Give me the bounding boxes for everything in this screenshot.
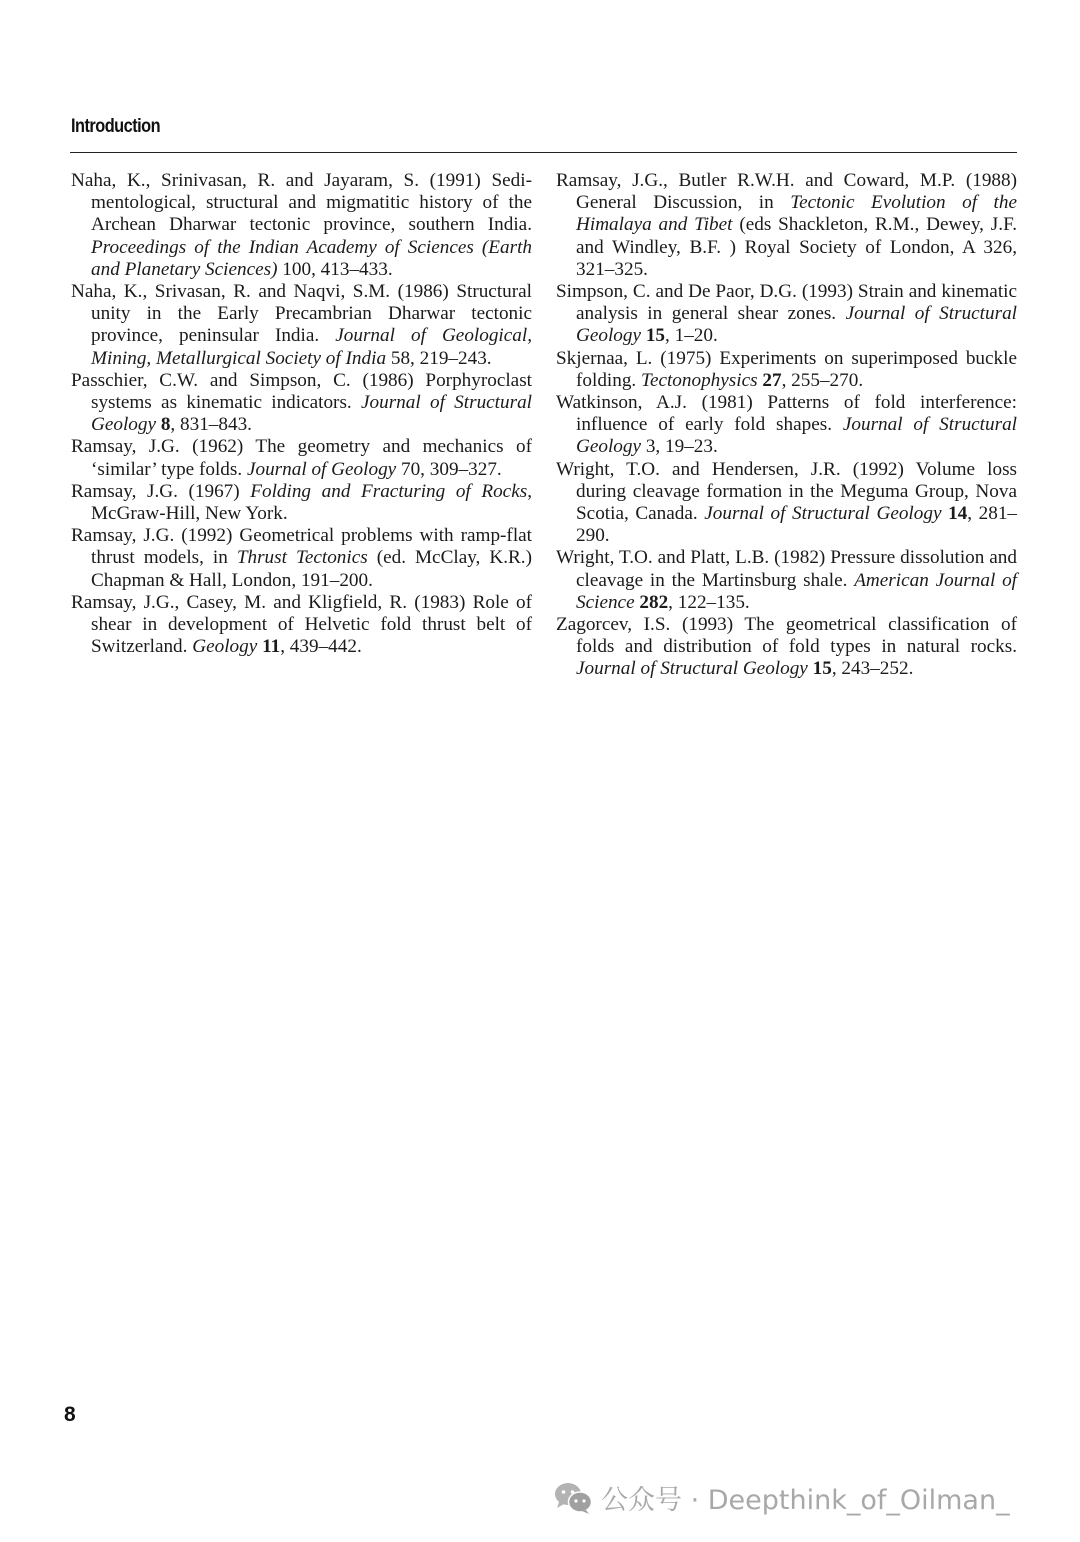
reference-entry xyxy=(71,525,532,592)
header-rule xyxy=(70,152,1017,153)
page-number: 8 xyxy=(64,1403,76,1426)
reference-title: Journal of Structural Geology xyxy=(704,503,942,525)
reference-title: Thrust Tectonics xyxy=(236,547,368,569)
reference-title: Tectonophysics xyxy=(641,369,758,391)
reference-entry xyxy=(71,370,532,437)
reference-text: Wright, T.O. and Hendersen, J.R. (1992) Volume loss during cleavage formation in the Meguma Group, Nova Scotia, Canada. xyxy=(556,458,1017,525)
reference-text: Ramsay, J.G. (1992) Geometrical problems with ramp-flat thrust models, in xyxy=(71,525,532,569)
reference-title: Journal of Geological, Mining, Metallurgical Society of India xyxy=(91,325,533,369)
reference-text: , 831–843. xyxy=(170,414,252,436)
reference-title: Journal of Structural Geology xyxy=(576,658,808,680)
reference-entry xyxy=(556,547,1017,614)
reference-text: Ramsay, J.G., Casey, M. and Kligfield, R. (1983) Role of shear in development of Helvetic fold thrust belt of Switzerland. xyxy=(71,591,532,658)
reference-entry xyxy=(71,436,532,480)
reference-entry xyxy=(556,348,1017,392)
reference-text: 70, 309–327. xyxy=(396,458,502,480)
reference-entry xyxy=(71,592,532,659)
reference-title: American Journal of Science xyxy=(576,569,1017,613)
reference-text: Ramsay, J.G., Butler R.W.H. and Coward, M.P. (1988) General Discussion, in xyxy=(556,170,1017,214)
reference-text: (ed. McClay, K.R.) Chapman & Hall, London, 191–200. xyxy=(91,547,532,591)
reference-text: 100, 413–433. xyxy=(277,258,393,280)
reference-text: , 1–20. xyxy=(665,325,718,347)
reference-volume: 11 xyxy=(262,636,281,658)
reference-title: Proceedings of the Indian Academy of Sciences (Earth and Planetary Sciences) xyxy=(91,236,532,280)
reference-title: Journal of Structural Geology xyxy=(576,414,1018,458)
reference-text: , 243–252. xyxy=(831,658,914,680)
reference-volume: 15 xyxy=(812,658,832,680)
reference-text: Zagorcev, I.S. (1993) The geometrical classification of folds and distribution of fold types in natural rocks. xyxy=(556,614,1017,658)
reference-text: , McGraw-Hill, New York. xyxy=(91,480,532,525)
reference-title: Geology xyxy=(192,636,258,658)
reference-text: Ramsay, J.G. (1967) xyxy=(71,480,251,502)
reference-volume: 15 xyxy=(645,325,665,347)
reference-text: , 439–442. xyxy=(280,636,362,658)
reference-text: , 281–290. xyxy=(576,503,1018,547)
references-column-left xyxy=(71,170,532,658)
reference-text: Naha, K., Srivasan, R. and Naqvi, S.M. (1986) Structural unity in the Early Precambrian Dharwar tectonic province, peninsular India. xyxy=(71,281,532,347)
reference-volume: 282 xyxy=(639,591,669,613)
reference-entry xyxy=(556,459,1017,548)
wechat-icon xyxy=(553,1481,593,1515)
reference-title: Journal of Structural Geology xyxy=(91,392,532,436)
reference-entry xyxy=(71,481,532,525)
reference-volume: 14 xyxy=(948,503,968,525)
reference-entry xyxy=(71,281,532,370)
reference-entry xyxy=(556,281,1017,348)
reference-text: 58, 219–243. xyxy=(386,347,492,369)
reference-text: Ramsay, J.G. (1962) The geometry and mechanics of ‘similar’ type folds. xyxy=(71,436,532,480)
reference-title: Journal of Structural Geology xyxy=(576,303,1017,347)
reference-text: Wright, T.O. and Platt, L.B. (1982) Pressure dissolution and cleavage in the Martinsburg shale. xyxy=(556,547,1017,591)
reference-text: Simpson, C. and De Paor, D.G. (1993) Strain and kinematic analysis in general shear zones. xyxy=(556,281,1017,325)
watermark xyxy=(553,1478,1010,1517)
reference-text: , 255–270. xyxy=(781,369,864,391)
reference-volume: 27 xyxy=(762,369,782,391)
reference-text: Watkinson, A.J. (1981) Patterns of fold interference: influence of early fold shapes. xyxy=(556,392,1017,436)
reference-entry xyxy=(556,614,1017,681)
reference-entry xyxy=(556,392,1017,459)
reference-entry xyxy=(71,170,532,281)
reference-text: , 122–135. xyxy=(668,591,750,613)
reference-text: Naha, K., Srinivasan, R. and Jayaram, S. (1991) Sedimentological, structural and migmatitic history of the Archean Dharwar tectonic province, southern India. xyxy=(71,170,532,236)
running-head: Introduction xyxy=(71,116,161,137)
reference-text: Passchier, C.W. and Simpson, C. (1986) Porphyroclast systems as kinematic indicators. xyxy=(71,369,532,414)
reference-text: 3, 19–23. xyxy=(641,436,718,458)
reference-text: (eds Shackleton, R.M., Dewey, J.F. and Windley, B.F. ) Royal Society of London, A 326, 321–325. xyxy=(576,214,1017,280)
reference-entry xyxy=(556,170,1017,281)
reference-volume: 8 xyxy=(160,414,171,436)
references-column-right xyxy=(556,170,1017,681)
reference-title: Folding and Fracturing of Rocks xyxy=(250,480,528,502)
reference-text: Skjernaa, L. (1975) Experiments on superimposed buckle folding. xyxy=(556,347,1017,391)
reference-title: Tectonic Evolution of the Himalaya and Tibet xyxy=(576,192,1017,236)
reference-title: Journal of Geology xyxy=(246,458,397,480)
watermark-text: 公众号 · Deepthink_of_Oilman_ xyxy=(601,1485,1010,1516)
